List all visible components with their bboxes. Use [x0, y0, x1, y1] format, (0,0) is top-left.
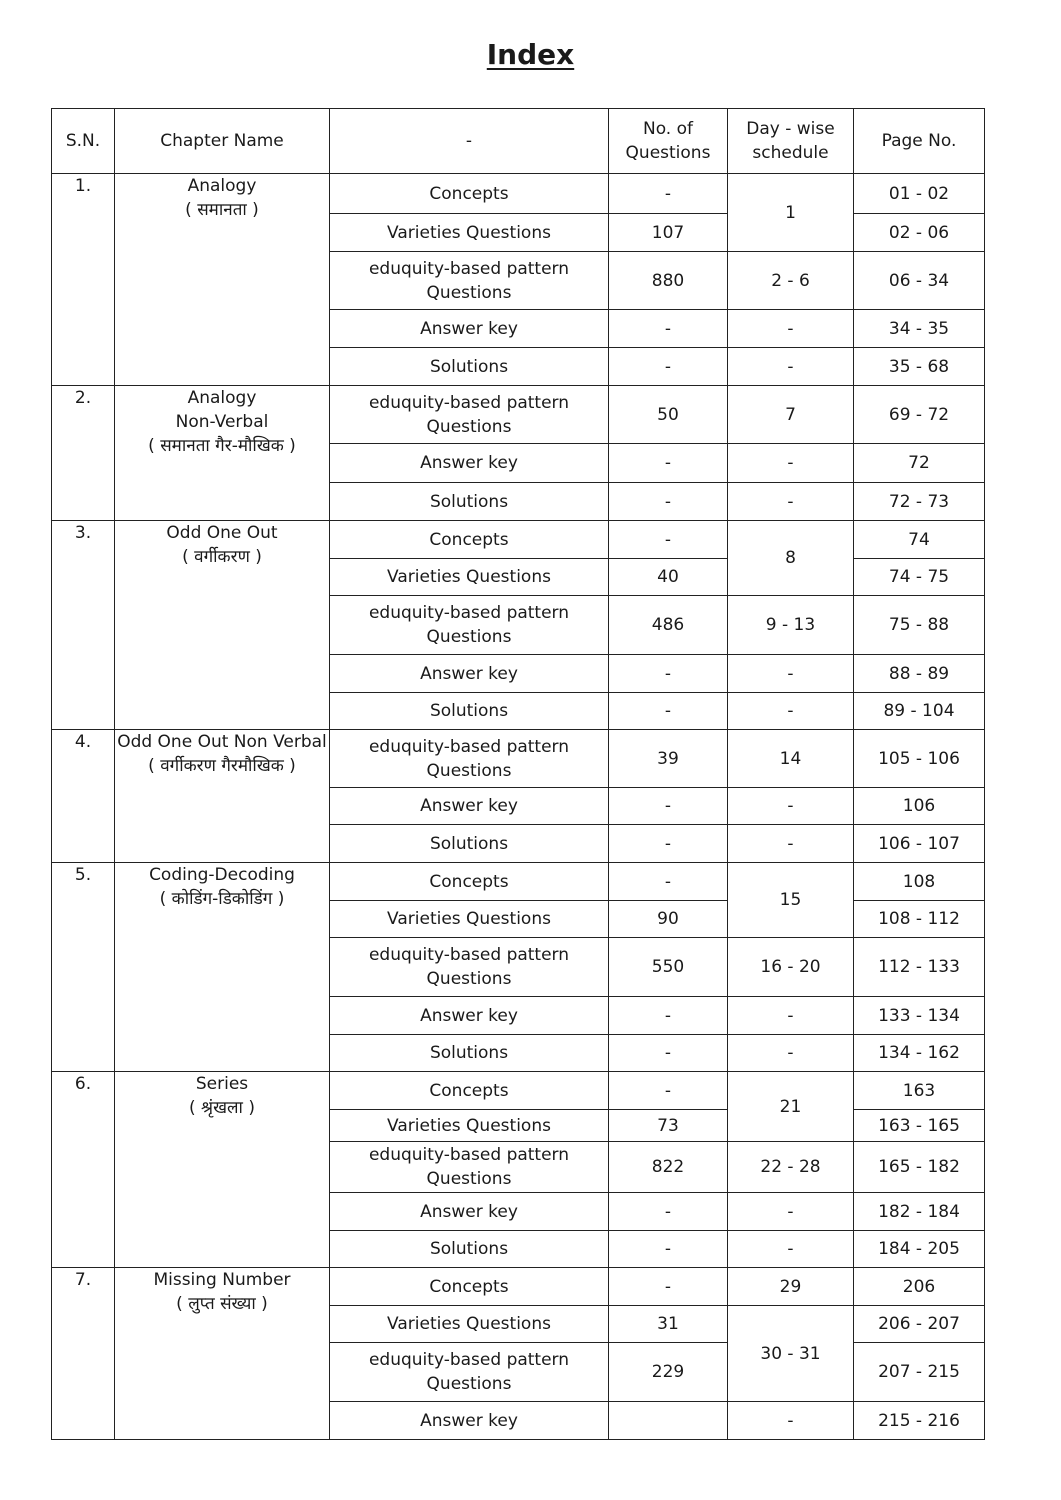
cell-schedule: 21	[728, 1072, 854, 1142]
cell-schedule: 16 - 20	[728, 938, 854, 997]
cell-section: Answer key	[330, 655, 609, 693]
cell-schedule: -	[728, 310, 854, 348]
cell-questions: -	[609, 825, 728, 863]
page-title: Index	[486, 38, 575, 71]
chapter-name-line: Analogy	[187, 176, 257, 196]
cell-schedule: -	[728, 1231, 854, 1268]
cell-section: eduquity-based pattern Questions	[330, 252, 609, 310]
cell-schedule: -	[728, 1035, 854, 1072]
cell-page-no: 206 - 207	[854, 1306, 985, 1343]
cell-schedule: -	[728, 788, 854, 825]
cell-questions: -	[609, 863, 728, 901]
cell-schedule: -	[728, 825, 854, 863]
cell-questions: 31	[609, 1306, 728, 1343]
cell-page-no: 35 - 68	[854, 348, 985, 386]
cell-questions: -	[609, 521, 728, 559]
cell-questions: 90	[609, 901, 728, 938]
cell-schedule: 29	[728, 1268, 854, 1306]
cell-page-no: 215 - 216	[854, 1402, 985, 1440]
chapter-name-line: Analogy	[187, 388, 257, 408]
cell-questions: -	[609, 693, 728, 730]
cell-section: Varieties Questions	[330, 1306, 609, 1343]
cell-schedule: 7	[728, 386, 854, 444]
cell-schedule: -	[728, 693, 854, 730]
chapter-name-line: Non-Verbal	[175, 412, 269, 432]
table-row	[52, 1072, 985, 1110]
chapter-name-line: ( श्रृंखला )	[189, 1098, 255, 1118]
cell-questions: 550	[609, 938, 728, 997]
chapter-name-line: Missing Number	[153, 1270, 291, 1290]
cell-questions: 107	[609, 214, 728, 252]
cell-section: Solutions	[330, 825, 609, 863]
cell-page-no: 88 - 89	[854, 655, 985, 693]
cell-questions: 486	[609, 596, 728, 655]
cell-section: eduquity-based pattern Questions	[330, 938, 609, 997]
cell-sn: 2.	[52, 386, 115, 521]
cell-questions: -	[609, 310, 728, 348]
cell-section: eduquity-based pattern Questions	[330, 1343, 609, 1402]
cell-questions: 40	[609, 559, 728, 596]
header-sn: S.N.	[52, 109, 115, 174]
cell-page-no: 02 - 06	[854, 214, 985, 252]
cell-section: Solutions	[330, 483, 609, 521]
cell-page-no: 163	[854, 1072, 985, 1110]
cell-sn: 7.	[52, 1268, 115, 1440]
cell-section: eduquity-based pattern Questions	[330, 386, 609, 444]
table-row	[52, 521, 985, 559]
cell-page-no: 106 - 107	[854, 825, 985, 863]
cell-schedule: -	[728, 483, 854, 521]
cell-schedule: 14	[728, 730, 854, 788]
cell-chapter-name	[115, 174, 330, 386]
header-no-of-questions: No. of Questions	[609, 109, 728, 174]
cell-sn: 1.	[52, 174, 115, 386]
cell-section: Answer key	[330, 1193, 609, 1231]
cell-page-no: 133 - 134	[854, 997, 985, 1035]
chapter-name-line: Coding-Decoding	[149, 865, 295, 885]
cell-questions: -	[609, 1072, 728, 1110]
cell-section: eduquity-based pattern Questions	[330, 596, 609, 655]
cell-page-no: 72	[854, 444, 985, 483]
cell-chapter-name	[115, 730, 330, 863]
cell-questions: -	[609, 348, 728, 386]
chapter-name-line: ( वर्गीकरण गैरमौखिक )	[148, 756, 296, 776]
table-row	[52, 386, 985, 444]
table-row	[52, 863, 985, 901]
cell-questions: 50	[609, 386, 728, 444]
cell-page-no: 182 - 184	[854, 1193, 985, 1231]
chapter-name-line: Odd One Out Non Verbal	[117, 732, 327, 752]
cell-questions: -	[609, 1231, 728, 1268]
cell-schedule: 1	[728, 174, 854, 252]
cell-section: Solutions	[330, 693, 609, 730]
cell-chapter-name	[115, 863, 330, 1072]
cell-questions: -	[609, 174, 728, 214]
cell-section: Answer key	[330, 310, 609, 348]
cell-sn: 4.	[52, 730, 115, 863]
cell-page-no: 112 - 133	[854, 938, 985, 997]
cell-questions: 229	[609, 1343, 728, 1402]
cell-page-no: 206	[854, 1268, 985, 1306]
cell-schedule: -	[728, 655, 854, 693]
cell-questions: 73	[609, 1110, 728, 1142]
cell-page-no: 184 - 205	[854, 1231, 985, 1268]
cell-section: Varieties Questions	[330, 901, 609, 938]
cell-section: Solutions	[330, 1035, 609, 1072]
cell-section: Concepts	[330, 1072, 609, 1110]
cell-page-no: 163 - 165	[854, 1110, 985, 1142]
cell-page-no: 01 - 02	[854, 174, 985, 214]
cell-section: Varieties Questions	[330, 559, 609, 596]
index-table	[51, 108, 985, 1440]
cell-section: Varieties Questions	[330, 214, 609, 252]
cell-schedule: 8	[728, 521, 854, 596]
cell-page-no: 106	[854, 788, 985, 825]
cell-questions: -	[609, 1035, 728, 1072]
header-chapter-name: Chapter Name	[115, 109, 330, 174]
cell-schedule: -	[728, 997, 854, 1035]
cell-page-no: 89 - 104	[854, 693, 985, 730]
cell-page-no: 06 - 34	[854, 252, 985, 310]
cell-questions	[609, 1402, 728, 1440]
cell-page-no: 108	[854, 863, 985, 901]
cell-schedule: -	[728, 1193, 854, 1231]
cell-page-no: 165 - 182	[854, 1142, 985, 1193]
cell-page-no: 105 - 106	[854, 730, 985, 788]
chapter-name-line: Odd One Out	[166, 523, 278, 543]
cell-questions: -	[609, 1268, 728, 1306]
chapter-name-line: ( कोडिंग-डिकोडिंग )	[159, 889, 285, 909]
cell-section: eduquity-based pattern Questions	[330, 1142, 609, 1193]
cell-schedule: 9 - 13	[728, 596, 854, 655]
cell-page-no: 74 - 75	[854, 559, 985, 596]
cell-page-no: 69 - 72	[854, 386, 985, 444]
cell-section: Answer key	[330, 444, 609, 483]
chapter-name-line: Series	[195, 1074, 249, 1094]
cell-section: Concepts	[330, 521, 609, 559]
cell-questions: 822	[609, 1142, 728, 1193]
cell-page-no: 34 - 35	[854, 310, 985, 348]
cell-sn: 3.	[52, 521, 115, 730]
cell-section: Solutions	[330, 1231, 609, 1268]
cell-schedule: -	[728, 444, 854, 483]
cell-section: Answer key	[330, 1402, 609, 1440]
cell-questions: 880	[609, 252, 728, 310]
cell-section: Answer key	[330, 997, 609, 1035]
chapter-name-line: ( लुप्त संख्या )	[176, 1294, 268, 1314]
cell-section: Concepts	[330, 1268, 609, 1306]
cell-schedule: 2 - 6	[728, 252, 854, 310]
cell-schedule: 30 - 31	[728, 1306, 854, 1402]
cell-page-no: 74	[854, 521, 985, 559]
header-day-wise-schedule: Day - wise schedule	[728, 109, 854, 174]
cell-page-no: 75 - 88	[854, 596, 985, 655]
chapter-name-line: ( वर्गीकरण )	[182, 547, 262, 567]
table-row	[52, 174, 985, 214]
cell-questions: 39	[609, 730, 728, 788]
cell-questions: -	[609, 1193, 728, 1231]
chapter-name-line: ( समानता )	[185, 200, 259, 220]
cell-questions: -	[609, 655, 728, 693]
cell-section: Concepts	[330, 174, 609, 214]
cell-questions: -	[609, 444, 728, 483]
cell-page-no: 207 - 215	[854, 1343, 985, 1402]
index-body	[52, 174, 985, 1440]
cell-questions: -	[609, 788, 728, 825]
cell-section: Concepts	[330, 863, 609, 901]
cell-sn: 5.	[52, 863, 115, 1072]
cell-chapter-name	[115, 386, 330, 521]
cell-schedule: -	[728, 348, 854, 386]
cell-schedule: 15	[728, 863, 854, 938]
cell-chapter-name	[115, 1268, 330, 1440]
table-row	[52, 1268, 985, 1306]
cell-schedule: -	[728, 1402, 854, 1440]
cell-sn: 6.	[52, 1072, 115, 1268]
cell-questions: -	[609, 483, 728, 521]
cell-section: Varieties Questions	[330, 1110, 609, 1142]
header-row	[52, 109, 985, 174]
header-section: -	[330, 109, 609, 174]
header-page-no: Page No.	[854, 109, 985, 174]
cell-page-no: 72 - 73	[854, 483, 985, 521]
cell-questions: -	[609, 997, 728, 1035]
cell-page-no: 108 - 112	[854, 901, 985, 938]
cell-chapter-name	[115, 1072, 330, 1268]
chapter-name-line: ( समानता गैर-मौखिक )	[148, 436, 296, 456]
cell-page-no: 134 - 162	[854, 1035, 985, 1072]
table-row	[52, 730, 985, 788]
cell-schedule: 22 - 28	[728, 1142, 854, 1193]
cell-section: Answer key	[330, 788, 609, 825]
cell-section: eduquity-based pattern Questions	[330, 730, 609, 788]
cell-chapter-name	[115, 521, 330, 730]
cell-section: Solutions	[330, 348, 609, 386]
